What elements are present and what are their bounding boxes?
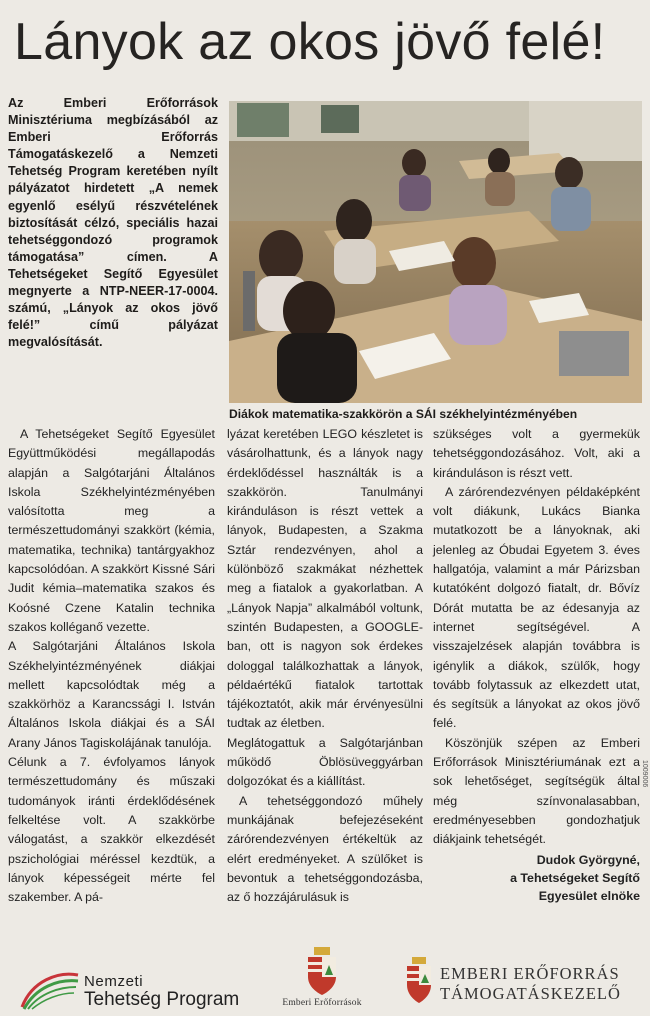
paragraph: lyázat keretében LEGO készletet is vásárolhattunk, és a lányok nagy érdeklődéssel használták is a szakkörön. Tanulmányi kiránduláson is részt vettek a lányok, Budapesten, a Szakma Sztár rendezvényen, ahol a különböző szakmákat nézhettek meg a fiatalok a gyakorlatban. A „Lányok Napja” alkalmából voltunk, szintén Budapesten, a GOOGLE-ban, ott is nagyon sok érdekes dologgal találkozhattak a lányok, példaértékű fiatalok tartottak tájékoztatót, akik már érvényesülni tudtak az életben. bbox=[227, 427, 423, 731]
lead-paragraph: Az Emberi Erőforrások Minisztériuma megbízásából az Emberi Erőforrás Támogatáskezelő a Nemzeti Tehetség Program keretében nyílt pályázatot hirdetett „A nemek egyenlő esélyű részvételének biztosítását célzó, speciális hazai tehetséggondozó programok támogatása” címen. A Tehetségeket Segítő Egyesület megnyerte a NTP-NEER-17-0004. számú, „Lányok az okos jövő felé!” című pályázat megvalósítását. bbox=[8, 96, 218, 350]
article-column-3 bbox=[433, 425, 640, 905]
article-column-1 bbox=[8, 425, 215, 907]
photo-caption: Diákok matematika-szakkörön a SÁI székhelyintézményében bbox=[229, 407, 578, 421]
ntp-arc-icon bbox=[18, 961, 82, 1011]
ministry-label: Emberi Erőforrások bbox=[282, 998, 362, 1008]
signature-role: a Tehetségeket Segítő bbox=[510, 870, 640, 885]
eet-logo bbox=[404, 957, 644, 1009]
article-headline: Lányok az okos jövő felé! bbox=[14, 13, 606, 71]
side-code: 1009006 bbox=[641, 760, 648, 788]
sponsor-footer bbox=[0, 945, 650, 1012]
article-column-2 bbox=[227, 425, 423, 907]
paragraph: Célunk a 7. évfolyamos lányok természettudomány és műszaki tudományok iránti érdeklődésének felkeltése volt. A szakkörbe válogatást, a szakkör elkezdését pszichológiai méréssel kezdtük, a lányok képességeit mérte fel szakember. A pá- bbox=[8, 755, 215, 905]
paragraph: szükséges volt a gyermekük tehetséggondozásához. Volt, aki a kiránduláson is részt vett. bbox=[433, 427, 640, 480]
paragraph: A zárórendezvényen példaképként volt diákunk, Lukács Bianka mutatkozott be a lányoknak, aki jelenleg az Óbudai Egyetem 3. éves hallgatója, valamint a már Párizsban kutatóként dolgozó fiatalt, dr. Bővíz Dórát mutatta be az édesanyja az internet segítségével. A visszajelzések alapján továbbra is igénylik a diákok, szülők, hogy tovább folytassuk az elkezdett utat, és segítsük a lányokat az okos jövő felé. bbox=[433, 484, 640, 731]
paragraph: A Tehetségeket Segítő Egyesület Együttműködési megállapodás alapján a Salgótarjáni Általános Iskola Székhelyintézményében valósította meg a természettudományi szakkört (kémia, matematika, technika) tantárgyakhoz kapcsolódóan. A szakkört Kissné Sári Judit kémia–matematika szakos és Koósné Czene Katalin technika szakos kolléganő vezette. bbox=[8, 427, 215, 634]
eet-line1: EMBERI ERŐFORRÁS bbox=[440, 964, 620, 983]
paragraph: Meglátogattuk a Salgótarjánban működő Öblösüveggyárban dolgozókat és a kiállítást. bbox=[227, 735, 423, 789]
ministry-logo bbox=[262, 947, 382, 1012]
classroom-photo bbox=[229, 101, 642, 403]
eet-line2: TÁMOGATÁSKEZELŐ bbox=[440, 984, 621, 1003]
paragraph: A Salgótarjáni Általános Iskola Székhelyintézményének diákjai mellett kapcsolódtak még a szakkörhöz a Karancssági I. István Általános Iskola diákjai és a SÁI Arany János Tagiskolájának tanulója. bbox=[8, 639, 215, 750]
paragraph: A tehetséggondozó műhely munkájának befejezéseként zárórendezvényen értékeltük az elért eredményeket. A szülőket is bevontuk a tehetséggondozásba, az ő hozzájárulásuk is bbox=[227, 793, 423, 905]
ntp-logo bbox=[18, 961, 248, 1011]
crest-icon bbox=[404, 957, 434, 1005]
ntp-line1: Nemzeti bbox=[84, 973, 144, 990]
paragraph: Köszönjük szépen az Emberi Erőforrások Minisztériumának ezt a sok lehetőséget, segítségük által még színvonalasabban, eredményesebben gondozhatjuk diákjaink tehetségét. bbox=[433, 735, 640, 847]
ntp-line2: Tehetség Program bbox=[84, 989, 240, 1010]
signature-role: Egyesület elnöke bbox=[538, 888, 640, 903]
signature-block bbox=[433, 851, 640, 905]
crest-icon bbox=[302, 947, 342, 997]
signature-name: Dudok Györgyné, bbox=[536, 852, 640, 867]
